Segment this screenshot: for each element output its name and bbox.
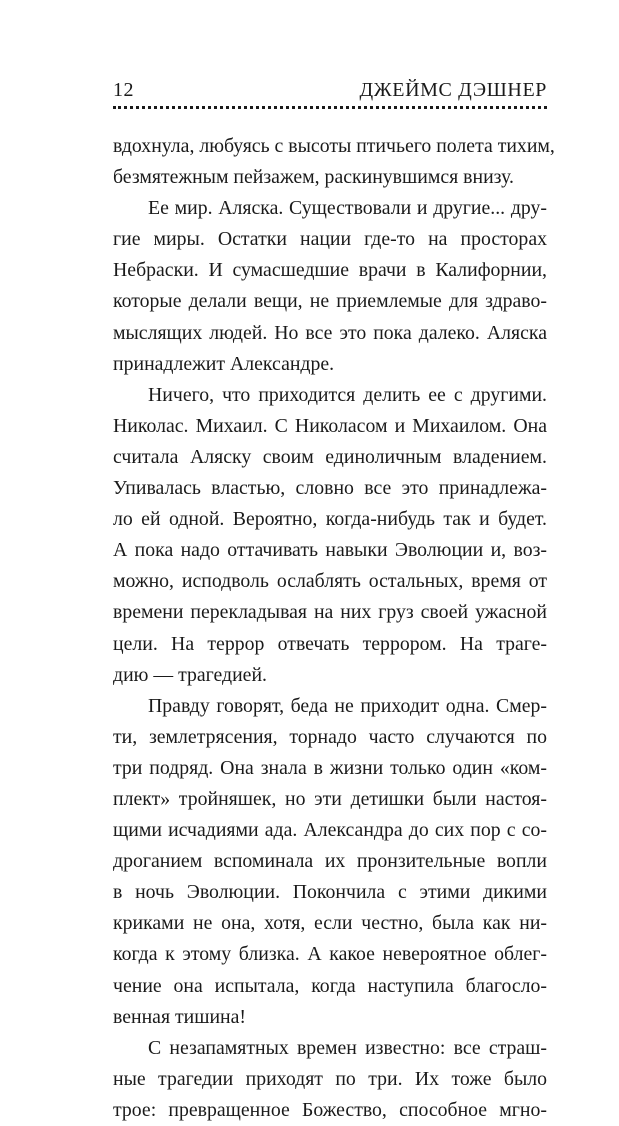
text-line: безмятежным пейзажем, раскинувшимся внизу.	[113, 166, 514, 189]
text-line: мыслящих людей. Но все это пока далеко. Аляска	[113, 321, 547, 344]
text-line: венная тишина!	[113, 1005, 247, 1028]
text-line: Ничего, что приходится делить ее с другими.	[148, 383, 547, 406]
text-line: дию — трагедией.	[113, 663, 267, 686]
body-text	[113, 131, 555, 1126]
text-line: А пока надо оттачивать навыки Эволюции и, воз-	[113, 539, 547, 562]
header-dotted-rule	[113, 106, 547, 109]
text-line: дроганием вспоминала их пронзительные вопли	[113, 850, 547, 873]
text-line: можно, исподволь ослаблять остальных, время от	[113, 570, 547, 593]
text-line: ти, землетрясения, торнадо часто случаются по	[113, 725, 547, 748]
text-line: считала Аляску своим единоличным владением.	[113, 445, 547, 468]
text-line: времени перекладывая на них груз своей ужасной	[113, 601, 547, 624]
running-head-author: ДЖЕЙМС ДЭШНЕР	[359, 79, 547, 101]
page-number: 12	[113, 79, 134, 101]
text-line: когда к этому близка. А какое невероятное облег-	[113, 943, 547, 966]
text-line: трое: превращенное Божество, способное мгно-	[113, 1098, 547, 1121]
text-line: гие миры. Остатки нации где-то на просторах	[113, 228, 547, 251]
text-line: Упивалась властью, словно все это принадлежа-	[113, 477, 547, 500]
text-line: С незапамятных времен известно: все страш-	[148, 1036, 547, 1059]
text-line: вдохнула, любуясь с высоты птичьего полета тихим,	[113, 135, 555, 157]
text-line: Николас. Михаил. С Николасом и Михаилом. Она	[113, 414, 547, 437]
text-line: чение она испытала, когда наступила благосло-	[113, 974, 547, 997]
text-line: ло ей одной. Вероятно, когда-нибудь так и будет.	[113, 508, 547, 531]
text-line: Небраски. И сумасшедшие врачи в Калифорнии,	[113, 259, 547, 282]
text-line: щими исчадиями ада. Александра до сих пор с со-	[113, 819, 547, 842]
text-line: Ее мир. Аляска. Существовали и другие... дру-	[148, 197, 547, 220]
text-line: которые делали вещи, не приемлемые для здраво-	[113, 290, 547, 313]
text-line: ные трагедии приходят по три. Их тоже было	[113, 1067, 547, 1090]
text-line: цели. На террор отвечать террором. На траге-	[113, 632, 547, 655]
text-line: три подряд. Она знала в жизни только один «ком-	[113, 756, 547, 779]
text-line: Правду говорят, беда не приходит одна. Смер-	[148, 694, 547, 717]
text-line: принадлежит Александре.	[113, 352, 335, 375]
text-line: плект» тройняшек, но эти детишки были настоя-	[113, 787, 547, 810]
text-line: криками не она, хотя, если честно, была как ни-	[113, 912, 547, 935]
text-line: в ночь Эволюции. Покончила с этими дикими	[113, 881, 547, 904]
running-head	[113, 78, 547, 102]
